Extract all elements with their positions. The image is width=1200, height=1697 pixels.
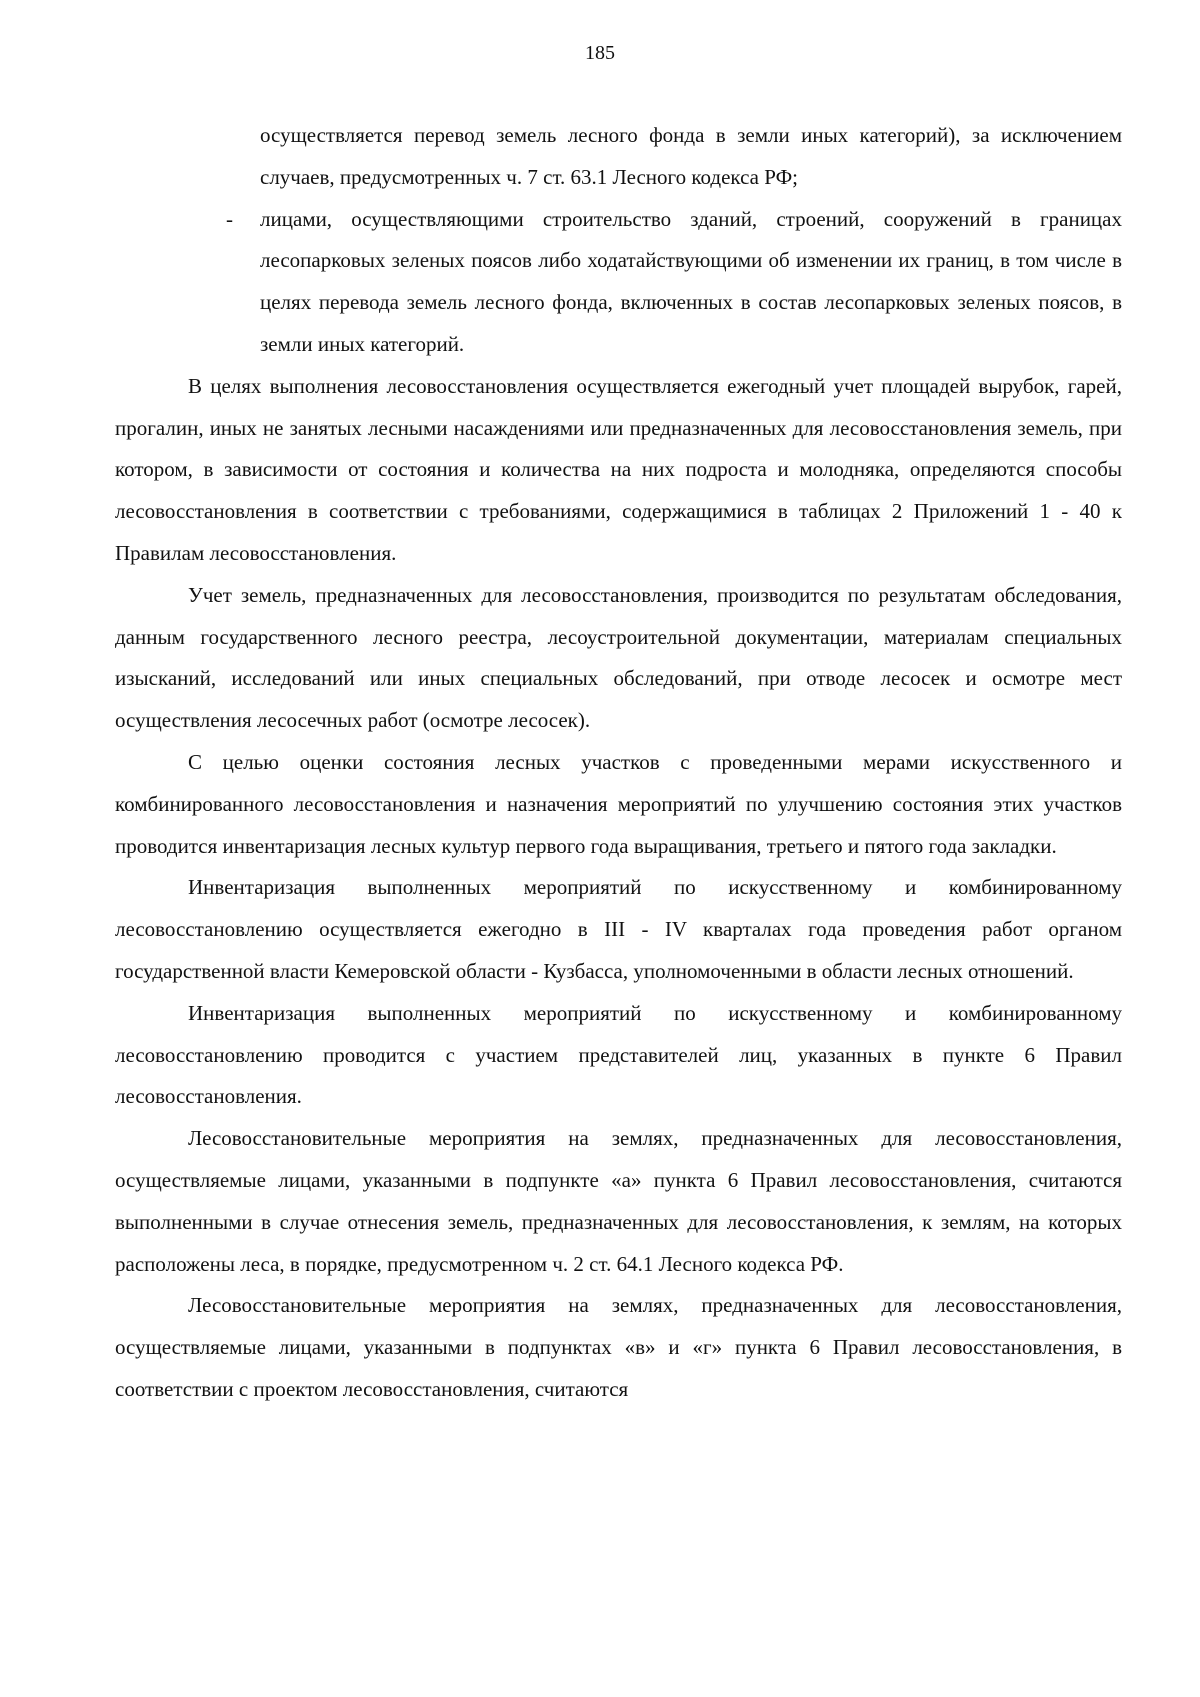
paragraph-measures-subpoint-a: Лесовосстановительные мероприятия на землях, предназначенных для лесовосстановления, осуществляемые лицами, указанными в подпункте «а» пункта 6 Правил лесовосстановления, считаются выполненными в случае отнесения земель, предназначенных для лесовосстановления, к землям, на которых расположены леса, в порядке, предусмотренном ч. 2 ст. 64.1 Лесного кодекса РФ.: [115, 1126, 1122, 1276]
continuation-text: осуществляется перевод земель лесного фонда в земли иных категорий), за исключением случаев, предусмотренных ч. 7 ст. 63.1 Лесного кодекса РФ;: [260, 123, 1122, 189]
paragraph-inventory-purpose: С целью оценки состояния лесных участков с проведенными мерами искусственного и комбинированного лесовосстановления и назначения мероприятий по улучшению состояния этих участков проводится инвентаризация лесных культур первого года выращивания, третьего и пятого года закладки.: [115, 749, 1122, 858]
paragraph-inventory-participants: Инвентаризация выполненных мероприятий по искусственному и комбинированному лесовосстановлению проводится с участием представителей лиц, указанных в пункте 6 Правил лесовосстановления.: [115, 1000, 1122, 1109]
paragraph-land-accounting: Учет земель, предназначенных для лесовосстановления, производится по результатам обследования, данным государственного лесного реестра, лесоустроительной документации, материалам специальных изысканий, исследований или иных специальных обследований, при отводе лесосек и осмотре мест осуществления лесосечных работ (осмотре лесосек).: [115, 582, 1122, 733]
list-dash-marker: -: [226, 206, 233, 231]
paragraph-measures-subpoints-v-g: Лесовосстановительные мероприятия на землях, предназначенных для лесовосстановления, осуществляемые лицами, указанными в подпунктах «в» и «г» пункта 6 Правил лесовосстановления, в соответствии с проектом лесовосстановления, считаются: [115, 1293, 1122, 1401]
list-item: [226, 199, 1122, 366]
paragraph-inventory-timing: Инвентаризация выполненных мероприятий по искусственному и комбинированному лесовосстановлению осуществляется ежегодно в III - IV кварталах года проведения работ органом государственной власти Кемеровской области - Кузбасса, уполномоченными в области лесных отношений.: [115, 875, 1122, 983]
list-item-text: лицами, осуществляющими строительство зданий, строений, сооружений в границах лесопарковых зеленых поясов либо ходатайствующими об изменении их границ, в том числе в целях перевода земель лесного фонда, включенных в состав лесопарковых зеленых поясов, в земли иных категорий.: [260, 206, 1122, 356]
paragraph-reforestation-accounting: В целях выполнения лесовосстановления осуществляется ежегодный учет площадей вырубок, гарей, прогалин, иных не занятых лесными насаждениями или предназначенных для лесовосстановления земель, при котором, в зависимости от состояния и количества на них подроста и молодняка, определяются способы лесовосстановления в соответствии с требованиями, содержащимися в таблицах 2 Приложений 1 - 40 к Правилам лесовосстановления.: [115, 373, 1122, 565]
page-number: 185: [585, 42, 615, 64]
document-body: [115, 115, 1122, 1411]
